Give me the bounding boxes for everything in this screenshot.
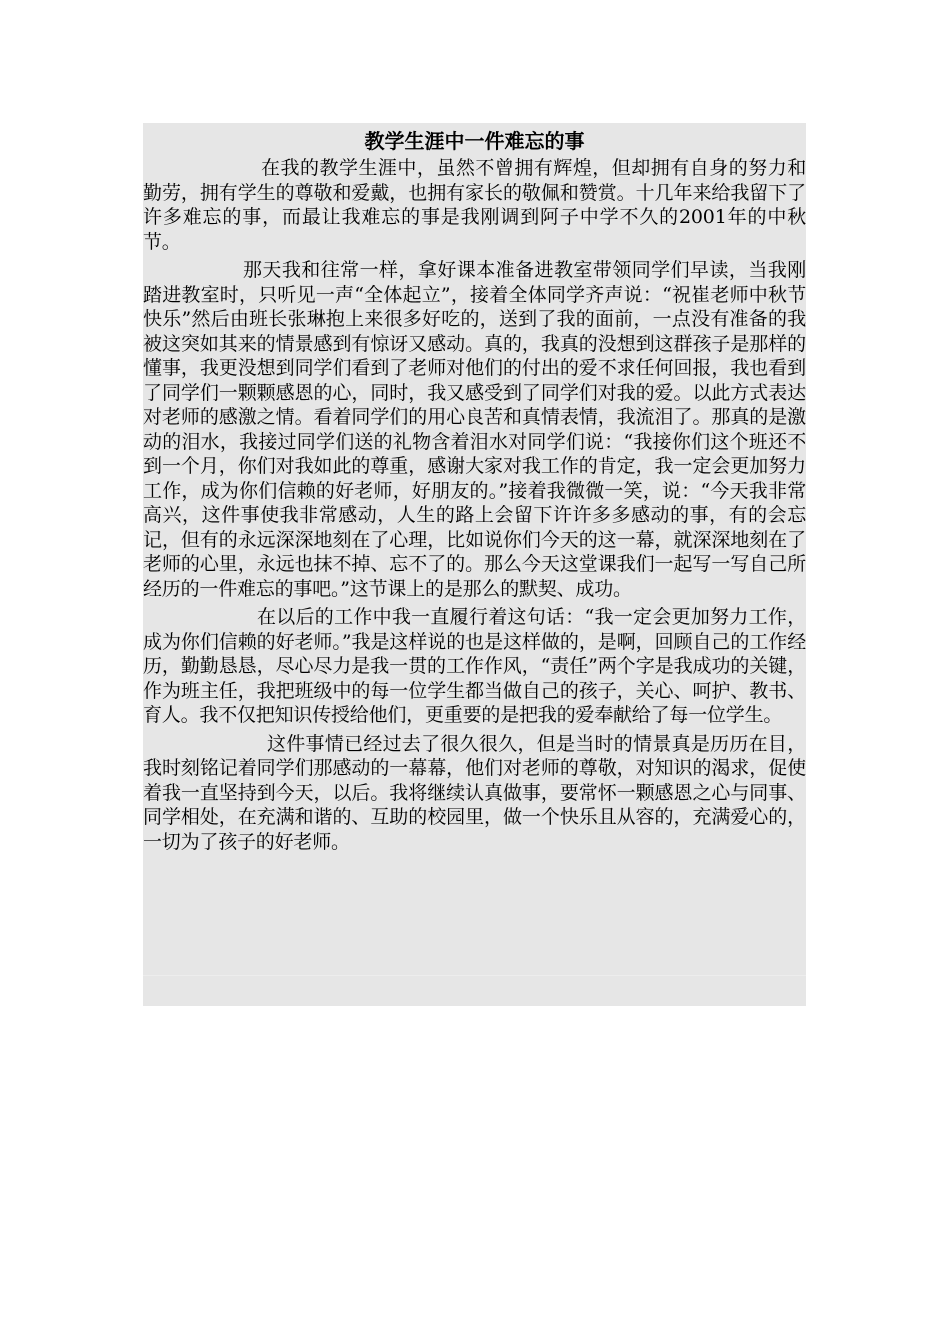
essay-title: 教学生涯中一件难忘的事 <box>364 129 585 153</box>
essay <box>143 123 806 858</box>
background-band-divider <box>143 975 806 976</box>
essay-paragraph-4: 这件事情已经过去了很久很久，但是当时的情景真是历历在目，我时刻铭记着同学们那感动的一幕幕，他们对老师的尊敬，对知识的渴求，促使着我一直坚持到今天，以后。我将继续认真做事，要常怀一颗感恩之心与同事、同学相处，在充满和谐的、互助的校园里，做一个快乐且从容的，充满爱心的，一切为了孩子的好老师。 <box>143 732 806 853</box>
essay-paragraph-1: 在我的教学生涯中，虽然不曾拥有辉煌，但却拥有自身的努力和勤劳，拥有学生的尊敬和爱戴，也拥有家长的敬佩和赞赏。十几年来给我留下了许多难忘的事，而最让我难忘的事是我刚调到阿子中学不久的2001年的中秋节。 <box>143 157 806 253</box>
essay-paragraph-3: 在以后的工作中我一直履行着这句话：“我一定会更加努力工作，成为你们信赖的好老师。”我是这样说的也是这样做的，是啊，回顾自己的工作经历，勤勤恳恳，尽心尽力是我一贯的工作作风，“责任”两个字是我成功的关键，作为班主任，我把班级中的每一位学生都当做自己的孩子，关心、呵护、教书、育人。我不仅把知识传授给他们，更重要的是把我的爱奉献给了每一位学生。 <box>143 606 806 726</box>
essay-paragraph-2: 那天我和往常一样，拿好课本准备进教室带领同学们早读，当我刚踏进教室时，只听见一声“全体起立”，接着全体同学齐声说：“祝崔老师中秋节快乐”然后由班长张琳抱上来很多好吃的，送到了我的面前，一点没有准备的我被这突如其来的情景感到有惊讶又感动。真的，我真的没想到这群孩子是那样的懂事，我更没想到同学们看到了老师对他们的付出的爱不求任何回报，我也看到了同学们一颗颗感恩的心，同时，我又感受到了同学们对我的爱。以此方式表达对老师的感激之情。看着同学们的用心良苦和真情表情，我流泪了。那真的是激动的泪水，我接过同学们送的礼物含着泪水对同学们说：“我接你们这个班还不到一个月，你们对我如此的尊重，感谢大家对我工作的肯定，我一定会更加努力工作，成为你们信赖的好老师，好朋友的。”接着我微微一笑，说：“今天我非常高兴，这件事使我非常感动，人生的路上会留下许许多多感动的事，有的会忘记，但有的永远深深地刻在了心理，比如说你们今天的这一幕，就深深地刻在了老师的心里，永远也抹不掉、忘不了的。那么今天这堂课我们一起写一写自己所经历的一件难忘的事吧。”这节课上的是那么的默契、成功。 <box>143 259 806 600</box>
